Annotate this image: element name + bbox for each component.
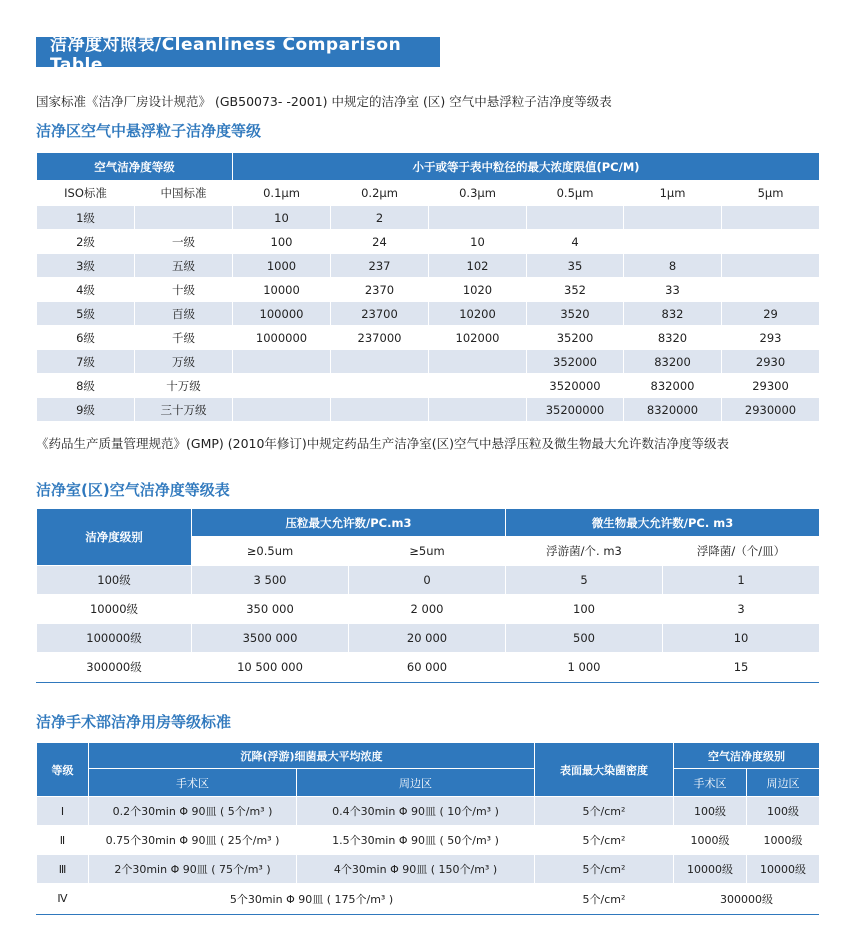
table-cell	[331, 398, 429, 422]
table-cell: 29	[722, 302, 820, 326]
table-cell: 5	[506, 566, 663, 595]
table-cell: 100级	[37, 566, 192, 595]
header-particle-max: 压粒最大允许数/PC.m3	[192, 509, 506, 537]
table-cell: 1000级	[674, 826, 747, 855]
table-cell: 2930000	[722, 398, 820, 422]
table-row	[37, 206, 820, 230]
table-cell: 1级	[37, 206, 135, 230]
subheader-op-zone-2: 手术区	[674, 769, 747, 797]
table-cell: 352	[527, 278, 624, 302]
table-cell: 8	[624, 254, 722, 278]
table-cell	[429, 350, 527, 374]
header-grade: 等级	[37, 743, 89, 797]
subheader-peripheral-zone: 周边区	[297, 769, 535, 797]
subheader-cell: 1μm	[624, 181, 722, 206]
table-cell: 20 000	[349, 624, 506, 653]
subheader-peripheral-zone-2: 周边区	[747, 769, 820, 797]
table-cell: 3级	[37, 254, 135, 278]
table-cell: 十级	[135, 278, 233, 302]
subheader-cell: 0.2μm	[331, 181, 429, 206]
table-row	[37, 653, 820, 682]
banner-title: 洁净度对照表/Cleanliness Comparison Table	[50, 34, 402, 75]
table-cell: 10000级	[674, 855, 747, 884]
particle-table	[36, 152, 820, 422]
table-cell: 8级	[37, 374, 135, 398]
table-cell	[331, 374, 429, 398]
table-cell: 10200	[429, 302, 527, 326]
section3-title: 洁净手术部洁净用房等级标准	[36, 713, 232, 731]
subheader-cell: 0.5μm	[527, 181, 624, 206]
gmp-note: 《药品生产质量管理规范》(GMP) (2010年修订)中规定药品生产洁净室(区)空气中悬浮压粒及微生物最大允许数洁净度等级表	[36, 436, 730, 451]
table-cell	[429, 206, 527, 230]
header-bacteria: 沉降(浮游)细菌最大平均浓度	[89, 743, 535, 769]
grade-cell: Ⅳ	[37, 884, 89, 914]
table-cell: 10000级	[747, 855, 820, 884]
table-cell: 100级	[747, 797, 820, 826]
table-cell: 1000000	[233, 326, 331, 350]
header-clean-level: 洁净度级别	[37, 509, 192, 566]
table-row	[37, 566, 820, 595]
table-cell: 0.75个30min Φ 90皿 ( 25个/m³ )	[89, 826, 297, 855]
table-cell: 10000级	[37, 595, 192, 624]
table-cell: 千级	[135, 326, 233, 350]
subheader-cell: 0.1μm	[233, 181, 331, 206]
table-cell	[429, 374, 527, 398]
section1-title: 洁净区空气中悬浮粒子洁净度等级	[36, 122, 262, 140]
subheader-cell: ISO标准	[37, 181, 135, 206]
table-cell: 8320000	[624, 398, 722, 422]
table-cell	[233, 350, 331, 374]
table-cell: 3	[663, 595, 820, 624]
table-cell: 0.2个30min Φ 90皿 ( 5个/m³ )	[89, 797, 297, 826]
header-max-concentration: 小于或等于表中粒径的最大浓度限值(PC/M)	[233, 153, 820, 181]
table-row	[37, 595, 820, 624]
surface-cell: 5个/cm²	[535, 884, 674, 914]
table-cell: 100级	[674, 797, 747, 826]
table-cell: 4个30min Φ 90皿 ( 150个/m³ )	[297, 855, 535, 884]
table-cell: 一级	[135, 230, 233, 254]
table-cell	[233, 398, 331, 422]
table-cell: 1.5个30min Φ 90皿 ( 50个/m³ )	[297, 826, 535, 855]
table-cell: 237000	[331, 326, 429, 350]
table-row	[37, 624, 820, 653]
table-cell: 2 000	[349, 595, 506, 624]
table-cell: Ⅲ	[37, 855, 89, 884]
subheader-op-zone: 手术区	[89, 769, 297, 797]
table-cell: 5个/cm²	[535, 797, 674, 826]
subheader-cell: 浮游菌/个. m3	[506, 537, 663, 566]
header-air-clean-level: 空气洁净度级别	[674, 743, 820, 769]
table-row	[37, 230, 820, 254]
table-cell	[722, 278, 820, 302]
table-cell: 5个/cm²	[535, 826, 674, 855]
table-cell	[429, 398, 527, 422]
table-cell: 1 000	[506, 653, 663, 682]
table-cell	[624, 206, 722, 230]
table-cell: 10	[663, 624, 820, 653]
table-cell: 15	[663, 653, 820, 682]
clean-level-cell: 300000级	[674, 884, 820, 914]
table-cell: 9级	[37, 398, 135, 422]
table-cell: 350 000	[192, 595, 349, 624]
table-row	[37, 855, 820, 884]
table-cell	[135, 206, 233, 230]
header-cleanliness-grade: 空气洁净度等级	[37, 153, 233, 181]
intro-text: 国家标准《洁净厂房设计规范》 (GB50073- -2001) 中规定的洁净室 (区) 空气中悬浮粒子洁净度等级表	[36, 94, 612, 109]
table-cell: 23700	[331, 302, 429, 326]
table-cell: 5个/cm²	[535, 855, 674, 884]
table-cell: 8320	[624, 326, 722, 350]
table-cell	[624, 230, 722, 254]
table-cell: 102	[429, 254, 527, 278]
table-row	[37, 797, 820, 826]
subheader-cell: 中国标准	[135, 181, 233, 206]
table-cell: 十万级	[135, 374, 233, 398]
table-cell: 6级	[37, 326, 135, 350]
header-microbe-max: 微生物最大允许数/PC. m3	[506, 509, 820, 537]
table-cell: 352000	[527, 350, 624, 374]
table-cell: 1000级	[747, 826, 820, 855]
table-cell: 10000	[233, 278, 331, 302]
table-cell: 4级	[37, 278, 135, 302]
table-cell: 2	[331, 206, 429, 230]
table-cell: 2个30min Φ 90皿 ( 75个/m³ )	[89, 855, 297, 884]
table-row	[37, 254, 820, 278]
subheader-cell: 浮降菌/（个/皿）	[663, 537, 820, 566]
table-row	[37, 374, 820, 398]
table-cell: 2级	[37, 230, 135, 254]
table-cell	[331, 350, 429, 374]
table-cell: Ⅱ	[37, 826, 89, 855]
table-cell: 33	[624, 278, 722, 302]
table-cell: 102000	[429, 326, 527, 350]
table-cell: 7级	[37, 350, 135, 374]
subheader-cell: ≥0.5um	[192, 537, 349, 566]
table-cell	[722, 230, 820, 254]
table-cell: 4	[527, 230, 624, 254]
table-row	[37, 278, 820, 302]
table-cell: 10	[233, 206, 331, 230]
subheader-cell: 0.3μm	[429, 181, 527, 206]
table-cell: 10	[429, 230, 527, 254]
section2-title: 洁净室(区)空气洁净度等级表	[36, 481, 230, 499]
table-cell: 832	[624, 302, 722, 326]
table-row	[37, 326, 820, 350]
table-cell: 百级	[135, 302, 233, 326]
table-cell	[722, 206, 820, 230]
table-cell: 293	[722, 326, 820, 350]
table-cell: 3520	[527, 302, 624, 326]
table-row	[37, 350, 820, 374]
table-cell: 5级	[37, 302, 135, 326]
table-cell: 万级	[135, 350, 233, 374]
table-cell: 300000级	[37, 653, 192, 682]
subheader-cell: ≥5um	[349, 537, 506, 566]
table-cell: 35200000	[527, 398, 624, 422]
table-cell: 100	[233, 230, 331, 254]
subheader-cell: 5μm	[722, 181, 820, 206]
table-cell: 3520000	[527, 374, 624, 398]
bacteria-cell: 5个30min Φ 90皿 ( 175个/m³ )	[89, 884, 535, 914]
table-cell: 1	[663, 566, 820, 595]
table-cell: 2930	[722, 350, 820, 374]
table-cell: 100	[506, 595, 663, 624]
table-row	[37, 826, 820, 855]
table-cell: 100000级	[37, 624, 192, 653]
page-banner	[36, 34, 440, 75]
table-cell: 3 500	[192, 566, 349, 595]
table-cell: 1020	[429, 278, 527, 302]
table-cell: 三十万级	[135, 398, 233, 422]
table-cell: Ⅰ	[37, 797, 89, 826]
table-cell: 500	[506, 624, 663, 653]
table-cell: 10 500 000	[192, 653, 349, 682]
table-cell: 1000	[233, 254, 331, 278]
table-cell	[722, 254, 820, 278]
table-cell: 29300	[722, 374, 820, 398]
table-cell: 832000	[624, 374, 722, 398]
table-cell: 0.4个30min Φ 90皿 ( 10个/m³ )	[297, 797, 535, 826]
table-cell: 3500 000	[192, 624, 349, 653]
table-row	[37, 398, 820, 422]
table-cell: 35	[527, 254, 624, 278]
gmp-table	[36, 508, 820, 682]
table-cell: 35200	[527, 326, 624, 350]
table-cell: 0	[349, 566, 506, 595]
table-cell: 60 000	[349, 653, 506, 682]
table-row	[37, 302, 820, 326]
table-cell	[527, 206, 624, 230]
table-cell: 100000	[233, 302, 331, 326]
table-cell: 24	[331, 230, 429, 254]
table-cell: 2370	[331, 278, 429, 302]
header-surface-density: 表面最大染菌密度	[535, 743, 674, 797]
operating-room-table	[36, 742, 820, 914]
table-cell	[233, 374, 331, 398]
table-cell: 237	[331, 254, 429, 278]
table-cell: 五级	[135, 254, 233, 278]
table-cell: 83200	[624, 350, 722, 374]
